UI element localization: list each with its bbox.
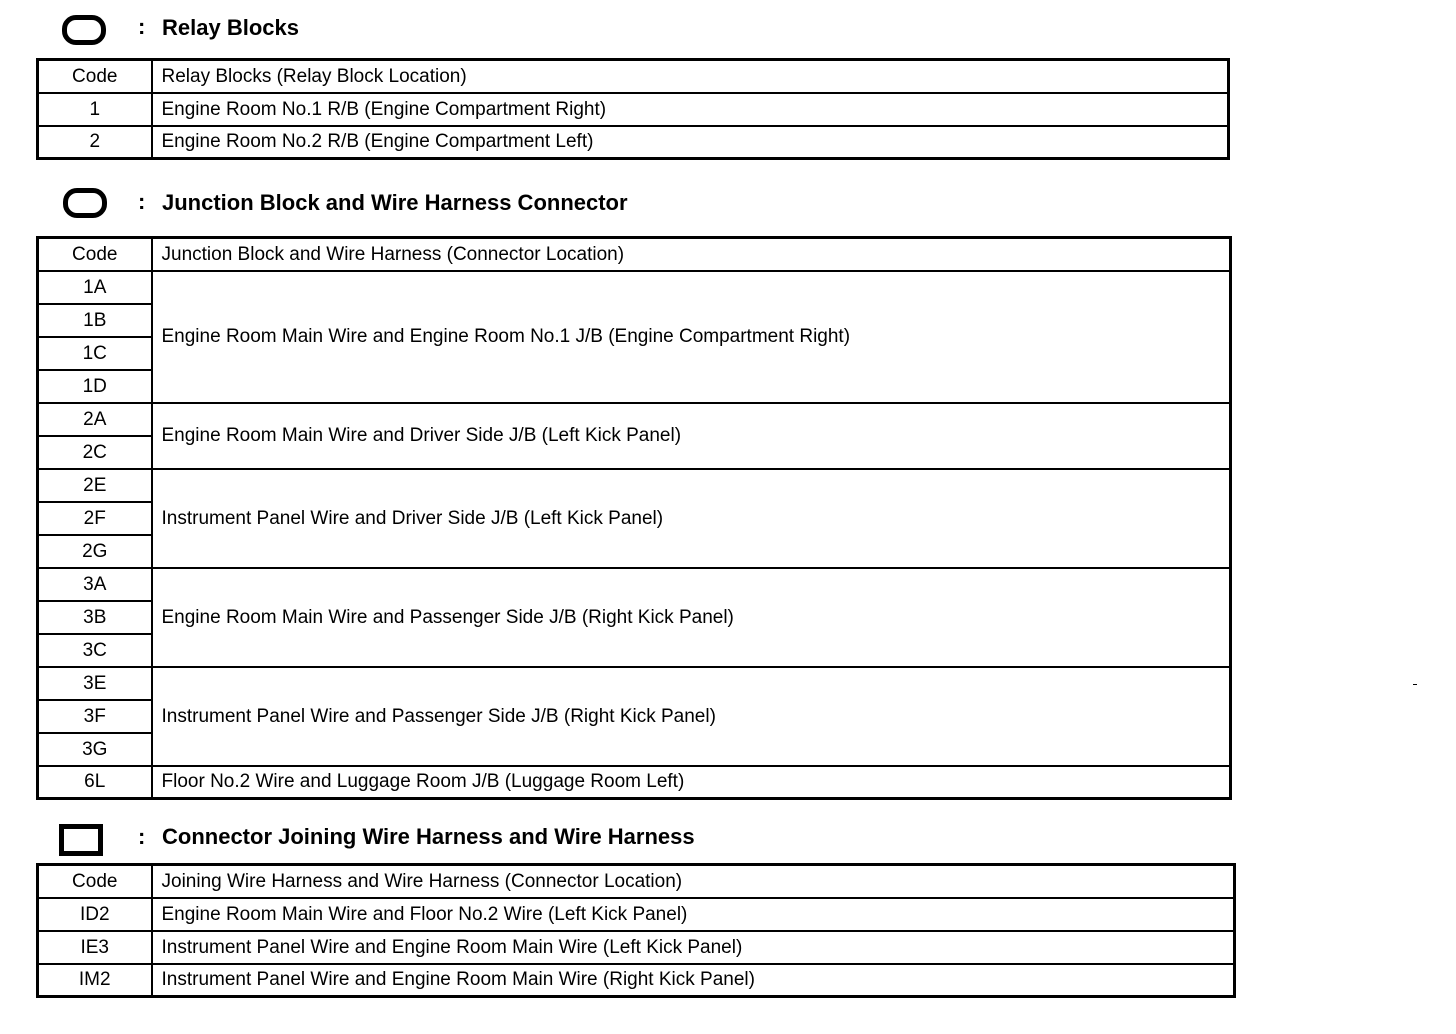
code-cell: ID2 (38, 898, 152, 931)
code-cell: 2C (38, 436, 152, 469)
header-description: Relay Blocks (Relay Block Location) (152, 60, 1229, 93)
code-cell: 3B (38, 601, 152, 634)
table-row (38, 766, 1231, 799)
table-row (38, 403, 1231, 436)
rounded-rectangle-icon (62, 15, 106, 45)
description-cell: Instrument Panel Wire and Driver Side J/B (Left Kick Panel) (152, 469, 1231, 568)
section-title: Connector Joining Wire Harness and Wire Harness (162, 824, 695, 849)
description-cell: Instrument Panel Wire and Engine Room Main Wire (Right Kick Panel) (152, 964, 1235, 997)
code-cell: 1D (38, 370, 152, 403)
code-cell: 1C (38, 337, 152, 370)
description-cell: Engine Room No.1 R/B (Engine Compartment Right) (152, 93, 1229, 126)
header-description: Joining Wire Harness and Wire Harness (Connector Location) (152, 865, 1235, 898)
heading-colon: : (138, 824, 146, 849)
code-cell: 3C (38, 634, 152, 667)
code-cell: 2E (38, 469, 152, 502)
square-rectangle-icon (59, 824, 103, 856)
stray-mark (1413, 684, 1417, 685)
description-cell: Engine Room No.2 R/B (Engine Compartment Left) (152, 126, 1229, 159)
description-cell: Engine Room Main Wire and Driver Side J/B (Left Kick Panel) (152, 403, 1231, 469)
description-cell: Engine Room Main Wire and Engine Room No.1 J/B (Engine Compartment Right) (152, 271, 1231, 403)
code-cell: 1A (38, 271, 152, 304)
table-row (38, 126, 1229, 159)
code-cell: 1 (38, 93, 152, 126)
table-row (38, 667, 1231, 700)
code-cell: 2F (38, 502, 152, 535)
connectors-table (36, 863, 1236, 998)
junction-blocks-table (36, 236, 1232, 800)
table-row (38, 271, 1231, 304)
junction-blocks-heading (0, 185, 1000, 225)
table-header-row (38, 238, 1231, 271)
code-cell: 3G (38, 733, 152, 766)
code-cell: 3A (38, 568, 152, 601)
table-row (38, 931, 1235, 964)
header-code: Code (38, 238, 152, 271)
header-code: Code (38, 60, 152, 93)
table-header-row (38, 60, 1229, 93)
description-cell: Floor No.2 Wire and Luggage Room J/B (Luggage Room Left) (152, 766, 1231, 799)
table-header-row (38, 865, 1235, 898)
heading-colon: : (138, 14, 146, 39)
description-cell: Engine Room Main Wire and Passenger Side J/B (Right Kick Panel) (152, 568, 1231, 667)
heading-colon: : (138, 189, 146, 214)
code-cell: 2 (38, 126, 152, 159)
relay-blocks-table (36, 58, 1230, 160)
code-cell: 3E (38, 667, 152, 700)
relay-blocks-heading (0, 10, 1000, 50)
code-cell: 6L (38, 766, 152, 799)
table-row (38, 93, 1229, 126)
connectors-heading (0, 820, 1000, 860)
table-row (38, 898, 1235, 931)
table-row (38, 964, 1235, 997)
code-cell: 1B (38, 304, 152, 337)
section-title: Relay Blocks (162, 15, 299, 40)
table-row (38, 469, 1231, 502)
description-cell: Instrument Panel Wire and Engine Room Main Wire (Left Kick Panel) (152, 931, 1235, 964)
description-cell: Engine Room Main Wire and Floor No.2 Wire (Left Kick Panel) (152, 898, 1235, 931)
description-cell: Instrument Panel Wire and Passenger Side J/B (Right Kick Panel) (152, 667, 1231, 766)
rounded-rectangle-icon (63, 188, 107, 218)
code-cell: 3F (38, 700, 152, 733)
header-code: Code (38, 865, 152, 898)
header-description: Junction Block and Wire Harness (Connector Location) (152, 238, 1231, 271)
table-row (38, 568, 1231, 601)
code-cell: 2A (38, 403, 152, 436)
section-title: Junction Block and Wire Harness Connector (162, 190, 628, 215)
code-cell: IE3 (38, 931, 152, 964)
code-cell: 2G (38, 535, 152, 568)
code-cell: IM2 (38, 964, 152, 997)
